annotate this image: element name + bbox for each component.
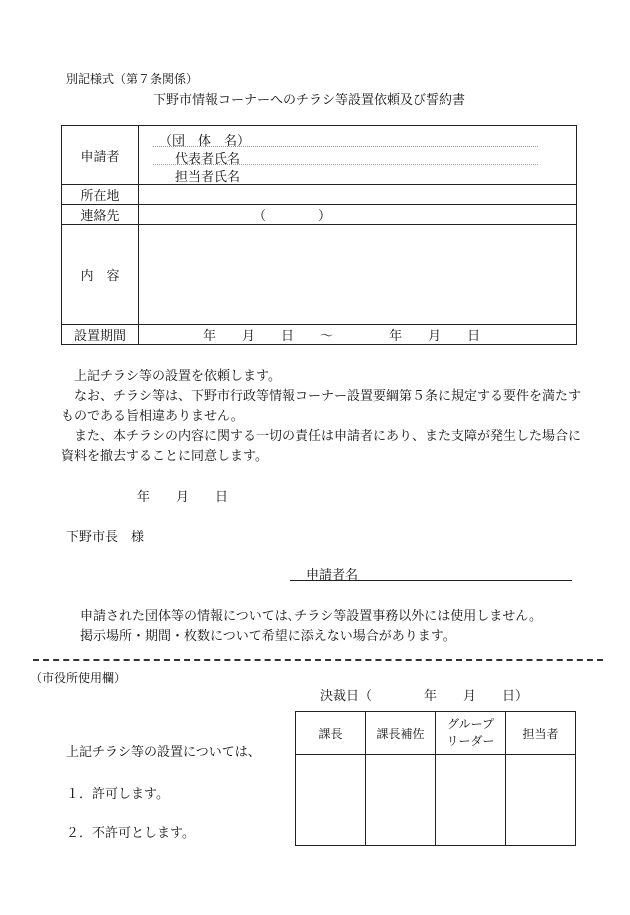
content-field[interactable] bbox=[139, 225, 577, 325]
content-label: 内 容 bbox=[62, 225, 139, 325]
option-deny: ２．不許可とします。 bbox=[66, 826, 195, 841]
privacy-note: 申請された団体等の情報については､チラシ等設置事務以外には使用しません。 bbox=[80, 609, 543, 624]
deputy-chief-header: 課長補佐 bbox=[366, 712, 436, 755]
contact-person-label: 担当者氏名 bbox=[175, 169, 241, 185]
contact-row bbox=[62, 205, 577, 225]
period-start: 年 月 日 ～ bbox=[203, 329, 334, 344]
group-leader-stamp[interactable] bbox=[436, 755, 506, 846]
org-name-label: （団 体 名） bbox=[159, 133, 251, 149]
option-approve: １．許可します。 bbox=[66, 787, 169, 802]
responsibility-paragraph: また、本チラシの内容に関する一切の責任は申請者にあり、また支障が発生した場合に資料を撤去することに同意します。 bbox=[61, 429, 582, 464]
address-field[interactable] bbox=[139, 185, 577, 205]
period-row bbox=[62, 325, 577, 345]
applicant-fields[interactable] bbox=[139, 126, 577, 185]
address-label: 所在地 bbox=[62, 185, 139, 205]
group-leader-header: グループ リーダー bbox=[436, 712, 506, 755]
signature-line[interactable] bbox=[290, 580, 572, 581]
contact-paren: （ ） bbox=[253, 209, 332, 224]
request-sentence: 上記チラシ等の設置を依頼します。 bbox=[74, 369, 281, 384]
office-statement: 上記チラシ等の設置については、 bbox=[66, 745, 261, 760]
period-label: 設置期間 bbox=[62, 325, 139, 345]
rep-name-label: 代表者氏名 bbox=[175, 151, 241, 167]
section-chief-header: 課長 bbox=[296, 712, 366, 755]
display-note: 掲示場所・期間・枚数について希望に添えない場合があります。 bbox=[80, 629, 456, 644]
period-end: 年 月 日 bbox=[389, 329, 481, 344]
deputy-chief-stamp[interactable] bbox=[366, 755, 436, 846]
addressee: 下野市長 様 bbox=[66, 530, 145, 545]
cut-line bbox=[33, 659, 603, 661]
office-section-label: （市役所使用欄） bbox=[30, 671, 127, 685]
period-field[interactable] bbox=[139, 325, 577, 345]
compliance-paragraph: なお、チラシ等は、下野市行政等情報コーナー設置要綱第５条に規定する要件を満たすものである旨相違ありません。 bbox=[61, 389, 582, 424]
application-date: 年 月 日 bbox=[137, 490, 229, 505]
document-title: 下野市情報コーナーへのチラシ等設置依頼及び誓約書 bbox=[153, 93, 466, 108]
applicant-row bbox=[62, 126, 577, 185]
application-table bbox=[61, 125, 577, 345]
staff-stamp[interactable] bbox=[506, 755, 576, 846]
contact-label: 連絡先 bbox=[62, 205, 139, 225]
applicant-label: 申請者 bbox=[62, 126, 139, 185]
address-row bbox=[62, 185, 577, 205]
contact-field[interactable] bbox=[139, 205, 577, 225]
decision-date: 決裁日（ 年 月 日） bbox=[320, 689, 529, 704]
section-chief-stamp[interactable] bbox=[296, 755, 366, 846]
content-row bbox=[62, 225, 577, 325]
staff-header: 担当者 bbox=[506, 712, 576, 755]
signer-label: 申請者名 bbox=[306, 568, 359, 583]
approval-stamp-table bbox=[295, 711, 576, 846]
form-label: 別記様式（第７条関係） bbox=[66, 72, 199, 86]
